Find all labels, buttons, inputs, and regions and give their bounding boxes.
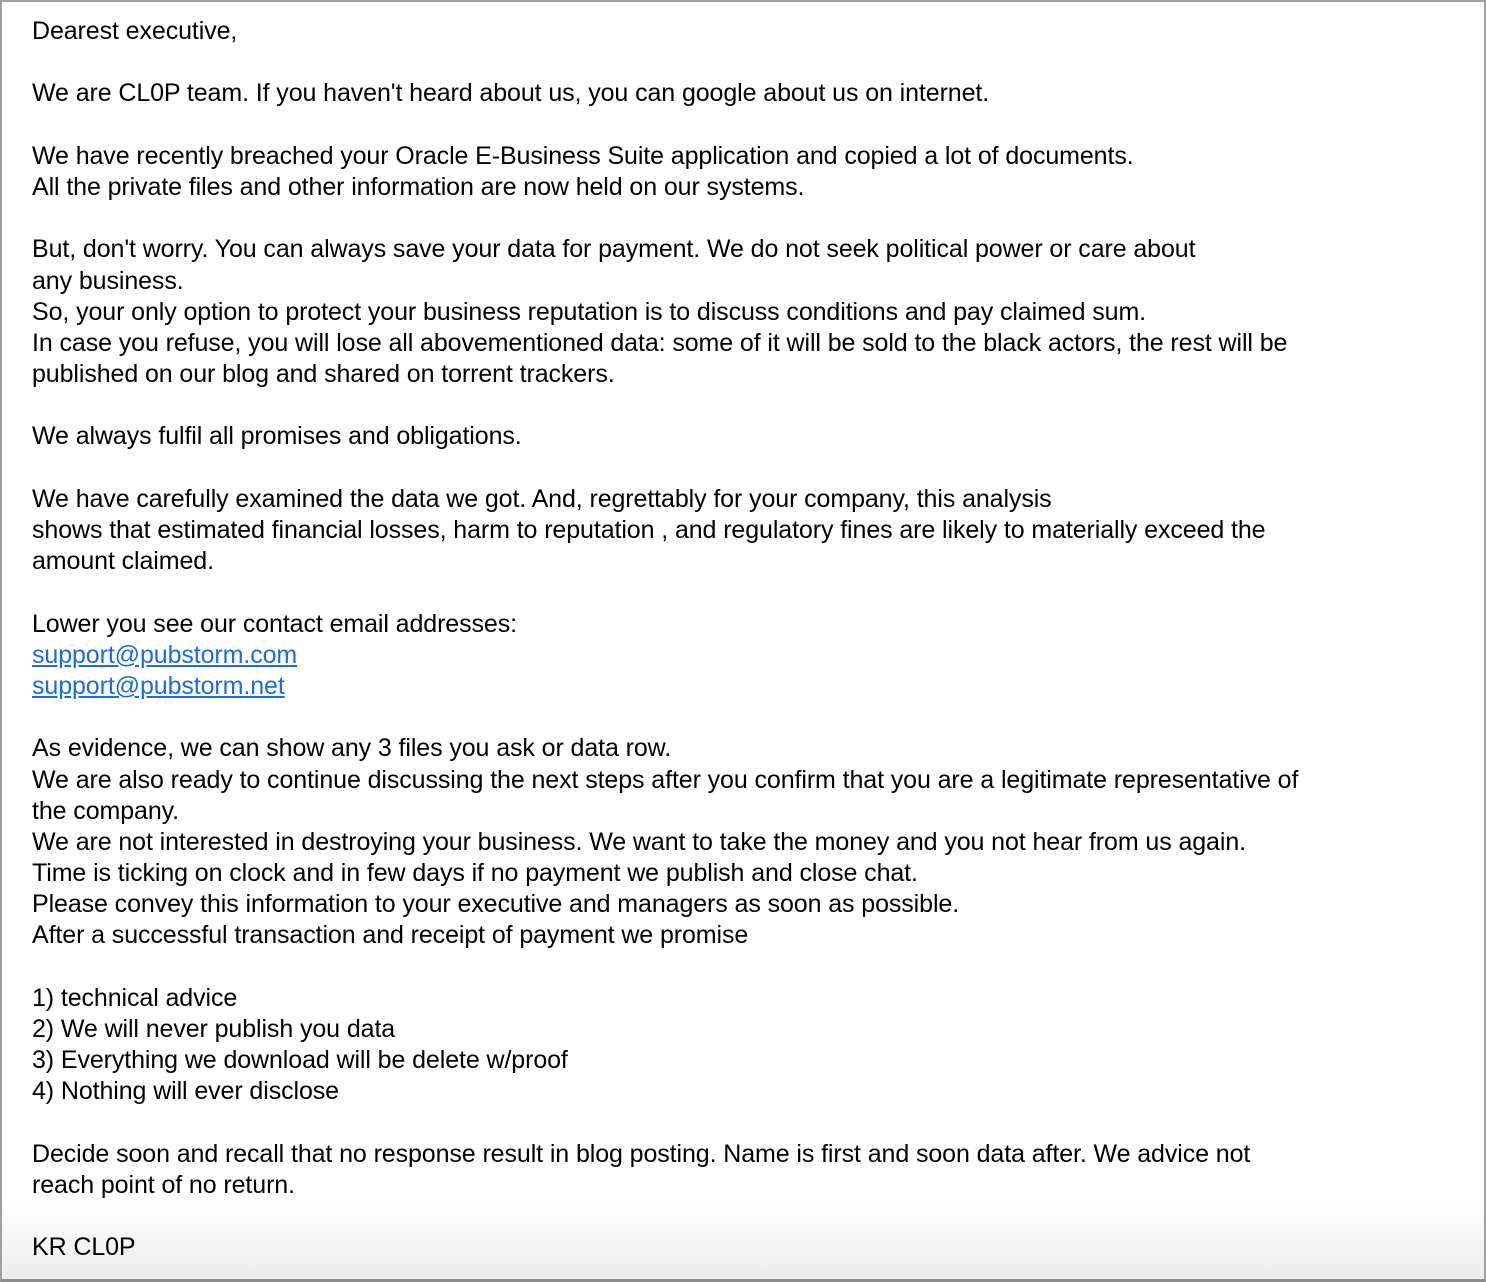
blank-line <box>32 453 1454 484</box>
note-line: So, your only option to protect your business reputation is to discuss conditions and pay claimed sum. <box>32 297 1147 326</box>
blank-line <box>32 1201 1454 1232</box>
blank-line <box>32 1108 1454 1139</box>
note-line: KR CL0P <box>32 1233 136 1262</box>
note-line: We are also ready to continue discussing the next steps after you confirm that you are a legitimate representative of <box>32 765 1299 794</box>
note-line: the company. <box>32 796 180 825</box>
note-line: shows that estimated financial losses, harm to reputation , and regulatory fines are likely to materially exceed the <box>32 516 1266 544</box>
note-line: 3) Everything we download will be delete w/proof <box>32 1046 568 1075</box>
note-line: Time is ticking on clock and in few days if no payment we publish and close chat. <box>32 859 918 888</box>
note-line <box>32 640 1454 671</box>
note-line: any business. <box>32 266 184 295</box>
note-line: 2) We will never publish you data <box>32 1015 396 1043</box>
blank-line <box>32 577 1454 608</box>
note-line: amount claimed. <box>32 547 214 576</box>
note-line: As evidence, we can show any 3 files you ask or data row. <box>32 734 672 763</box>
note-line: We always fulfil all promises and obligations. <box>32 422 522 451</box>
blank-line <box>32 110 1454 141</box>
note-line: 1) technical advice <box>32 983 238 1012</box>
note-line: 4) Nothing will ever disclose <box>32 1077 339 1106</box>
note-line: Decide soon and recall that no response result in blog posting. Name is first and soon data after. We advice not <box>32 1139 1251 1168</box>
note-line: Please convey this information to your executive and managers as soon as possible. <box>32 890 960 919</box>
note-line <box>32 671 1454 702</box>
blank-line <box>32 702 1454 733</box>
note-line: We are CL0P team. If you haven't heard about us, you can google about us on internet. <box>32 79 990 108</box>
blank-line <box>32 203 1454 234</box>
note-body <box>2 2 1484 1278</box>
note-line: In case you refuse, you will lose all abovementioned data: some of it will be sold to the black actors, the rest will be <box>32 328 1288 357</box>
blank-line <box>32 47 1454 78</box>
blank-line <box>32 390 1454 421</box>
note-line: After a successful transaction and receipt of payment we promise <box>32 921 749 950</box>
note-line: We have carefully examined the data we got. And, regrettably for your company, this analysis <box>32 484 1052 513</box>
note-line: But, don't worry. You can always save your data for payment. We do not seek political power or care about <box>32 235 1196 264</box>
note-line: Lower you see our contact email addresses: <box>32 609 517 638</box>
note-line: reach point of no return. <box>32 1170 295 1199</box>
contact-email-link[interactable]: support@pubstorm.net <box>32 671 285 700</box>
note-line: published on our blog and shared on torrent trackers. <box>32 360 615 389</box>
blank-line <box>32 952 1454 983</box>
note-line: We have recently breached your Oracle E-Business Suite application and copied a lot of documents. <box>32 141 1134 170</box>
note-line: Dearest executive, <box>32 17 238 45</box>
note-line: All the private files and other information are now held on our systems. <box>32 172 805 201</box>
note-line: We are not interested in destroying your business. We want to take the money and you not hear from us again. <box>32 827 1246 856</box>
contact-email-link[interactable]: support@pubstorm.com <box>32 640 298 669</box>
